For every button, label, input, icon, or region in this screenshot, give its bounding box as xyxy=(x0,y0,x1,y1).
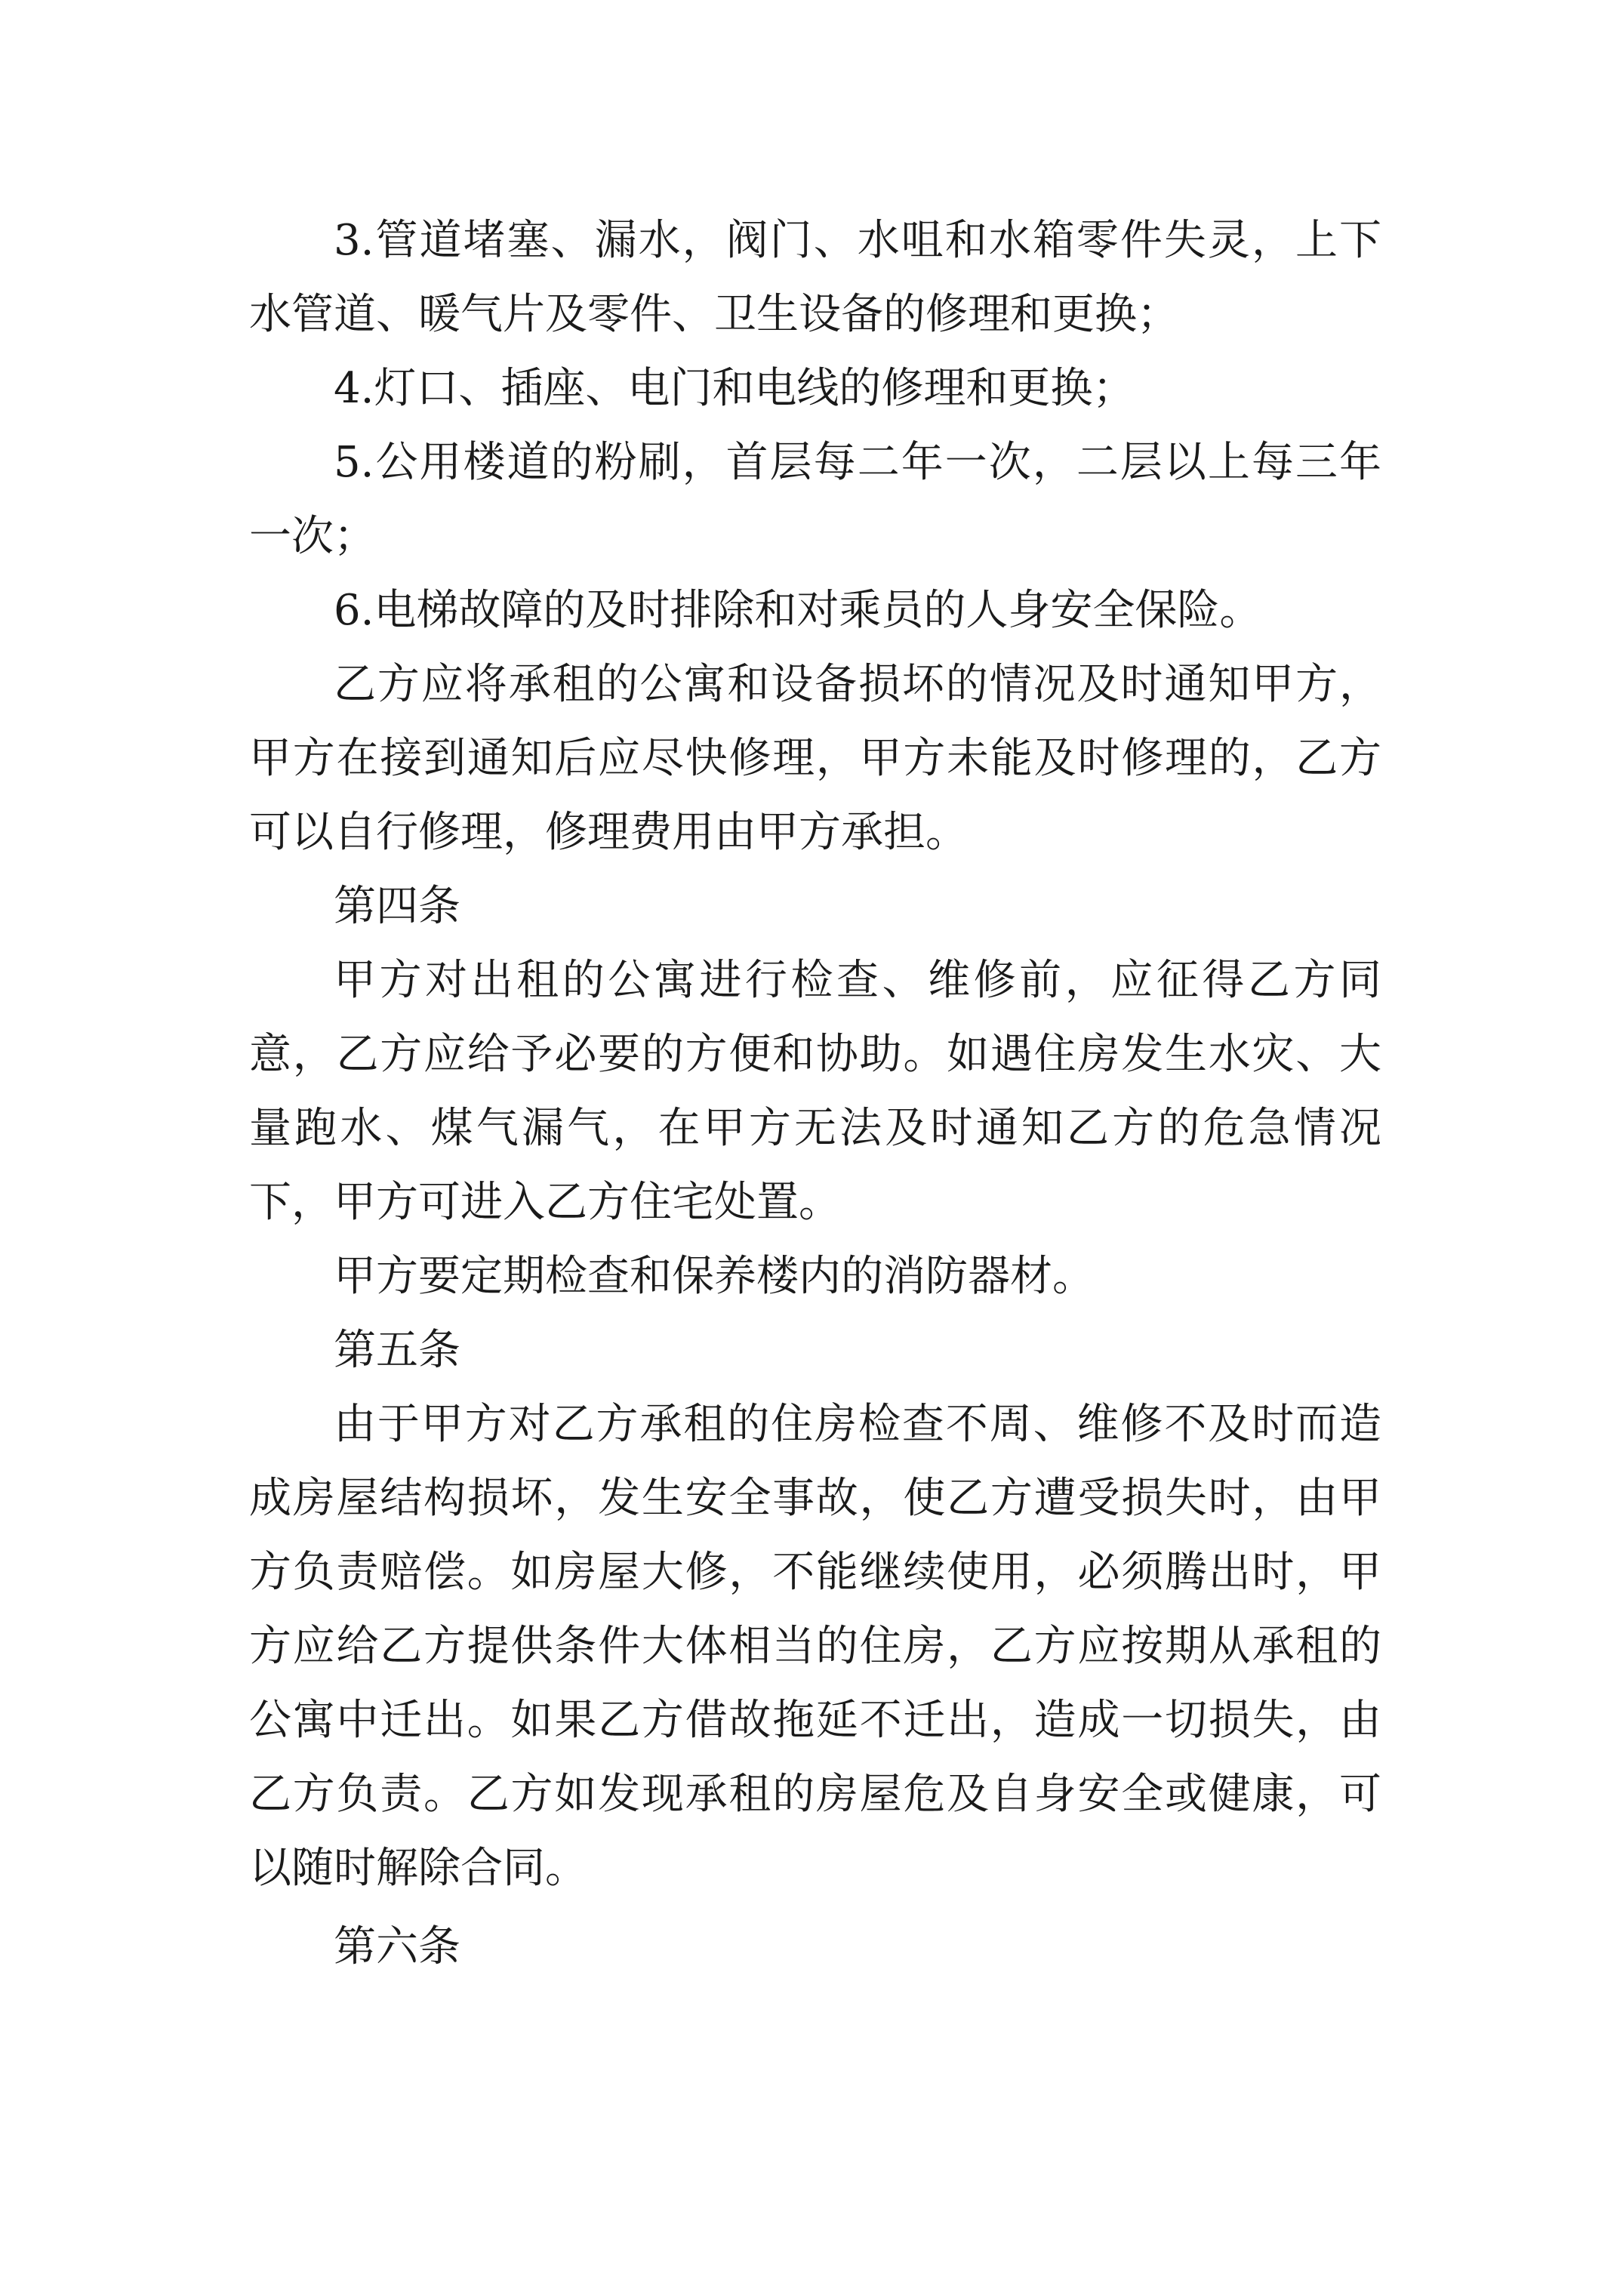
paragraph-item-5: 5.公用楼道的粉刷，首层每二年一次，二层以上每三年一次； xyxy=(249,438,1381,561)
paragraph-item-3: 3.管道堵塞、漏水，阀门、水咀和水箱零件失灵，上下水管道、暖气片及零件、卫生设备的修理和更换； xyxy=(249,216,1381,339)
article-heading-5: 第五条 xyxy=(334,1326,460,1375)
paragraph-liability: 由于甲方对乙方承租的住房检查不周、维修不及时而造成房屋结构损坏，发生安全事故，使乙方遭受损失时，由甲方负责赔偿。如房屋大修，不能继续使用，必须腾出时，甲方应给乙方提供条件大体相当的住房，乙方应按期从承租的公寓中迁出。如果乙方借故拖延不迁出，造成一切损失，由乙方负责。乙方如发现承租的房屋危及自身安全或健康，可以随时解除合同。 xyxy=(249,1400,1381,1893)
paragraph-inspection: 甲方对出租的公寓进行检查、维修前，应征得乙方同意，乙方应给予必要的方便和协助。如遇住房发生水灾、大量跑水、煤气漏气，在甲方无法及时通知乙方的危急情况下，甲方可进入乙方住宅处置。 xyxy=(249,956,1381,1227)
document-body xyxy=(249,204,1381,1984)
article-heading-4: 第四条 xyxy=(334,882,460,931)
paragraph-fire-equipment: 甲方要定期检查和保养楼内的消防器材。 xyxy=(334,1252,1095,1301)
paragraph-notify: 乙方应将承租的公寓和设备损坏的情况及时通知甲方，甲方在接到通知后应尽快修理，甲方未能及时修理的，乙方可以自行修理，修理费用由甲方承担。 xyxy=(249,660,1381,857)
paragraph-item-6: 6.电梯故障的及时排除和对乘员的人身安全保险。 xyxy=(334,586,1262,635)
article-heading-6: 第六条 xyxy=(334,1922,460,1971)
paragraph-item-4: 4.灯口、插座、电门和电线的修理和更换； xyxy=(334,364,1135,413)
